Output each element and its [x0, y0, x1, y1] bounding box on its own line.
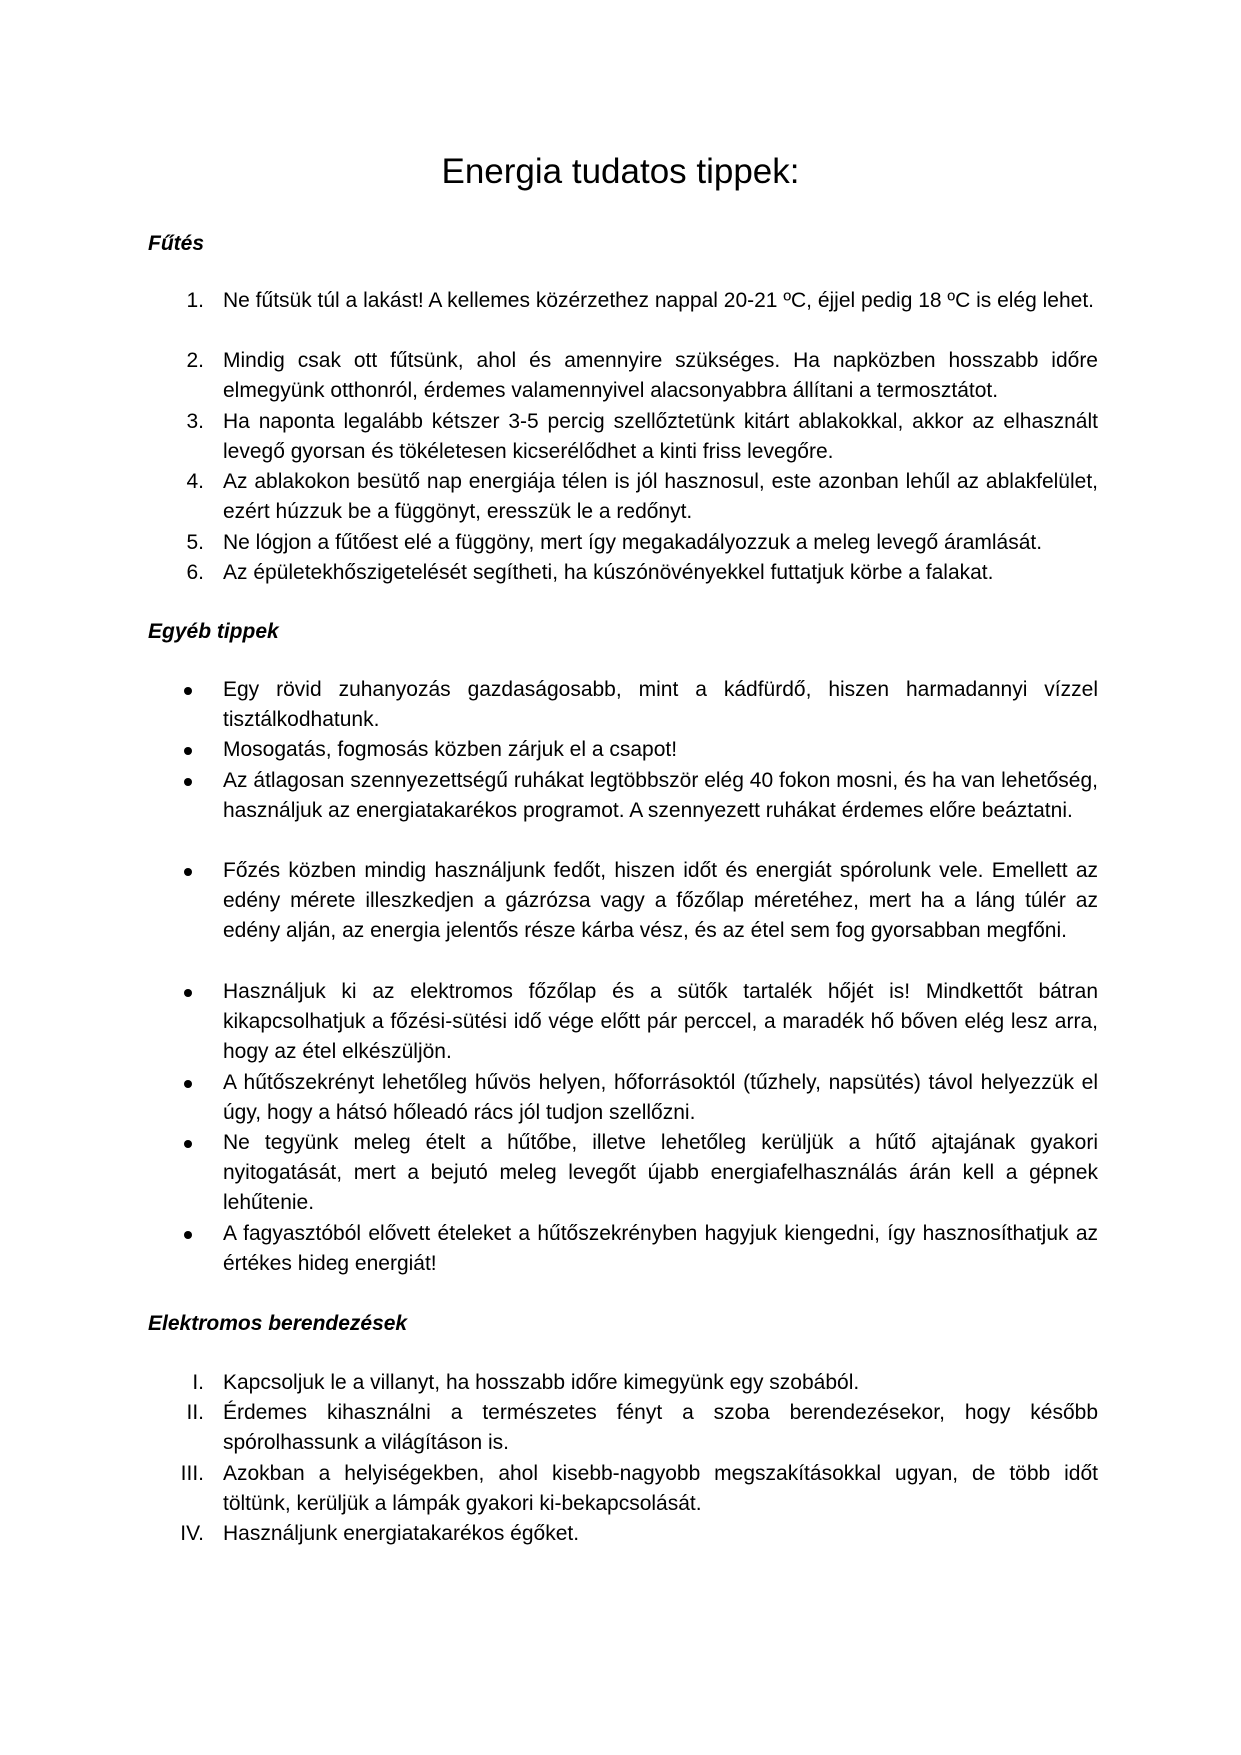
bullet-icon — [184, 687, 192, 695]
list-marker: 5. — [186, 531, 204, 554]
bullet-icon — [184, 778, 192, 786]
list-marker: IV. — [180, 1522, 204, 1545]
list-item-text: Ne fűtsük túl a lakást! A kellemes közérzethez nappal 20-21 ºC, éjjel pedig 18 ºC is elég lehet. — [223, 289, 1094, 312]
list-marker: 6. — [186, 561, 204, 584]
list-item-text: Azokban a helyiségekben, ahol kisebb-nagyobb megszakításokkal ugyan, de több időt töltünk, kerüljük a lámpák gyakori ki-bekapcsolását. — [223, 1462, 1098, 1515]
list-marker: 3. — [186, 410, 204, 433]
section-heading-other-tips: Egyéb tippek — [148, 620, 279, 643]
list-item-text: Az épületekhőszigetelését segítheti, ha kúszónövényekkel futtatjuk körbe a falakat. — [223, 561, 994, 584]
bullet-icon — [184, 1231, 192, 1239]
list-item-text: Az átlagosan szennyezettségű ruhákat legtöbbször elég 40 fokon mosni, és ha van lehetőség, használjuk az energiatakarékos programot. A szennyezett ruhákat érdemes előre beáztatni. — [223, 769, 1098, 822]
bullet-icon — [184, 868, 192, 876]
list-marker: 4. — [186, 470, 204, 493]
list-item-text: Ne lógjon a fűtőest elé a függöny, mert így megakadályozzuk a meleg levegő áramlását. — [223, 531, 1043, 554]
list-item-text: Ne tegyünk meleg ételt a hűtőbe, illetve lehetőleg kerüljük a hűtő ajtajának gyakori nyitogatását, mert a bejutó meleg levegőt újabb energiafelhasználás árán kell a gépnek lehűtenie. — [223, 1131, 1098, 1214]
list-marker: II. — [186, 1401, 204, 1424]
list-item-text: Használjuk ki az elektromos főzőlap és a sütők tartalék hőjét is! Mindkettőt bátran kikapcsolhatjuk a főzési-sütési idő vége előtt pár perccel, a maradék hő bőven elég lesz arra, hogy az étel elkészüljön. — [223, 980, 1098, 1063]
list-item-text: Egy rövid zuhanyozás gazdaságosabb, mint a kádfürdő, hiszen harmadannyi vízzel tisztálkodhatunk. — [223, 678, 1098, 731]
list-item-text: Az ablakokon besütő nap energiája télen is jól hasznosul, este azonban lehűl az ablakfelület, ezért húzzuk be a függönyt, eresszük le a redőnyt. — [223, 470, 1098, 523]
list-item-text: Mosogatás, fogmosás közben zárjuk el a csapot! — [223, 738, 678, 761]
bullet-icon — [184, 1140, 192, 1148]
list-item-text: Mindig csak ott fűtsünk, ahol és amennyire szükséges. Ha napközben hosszabb időre elmegyünk otthonról, érdemes valamennyivel alacsonyabbra állítani a termosztátot. — [223, 349, 1098, 402]
bullet-icon — [184, 747, 192, 755]
list-item-text: A hűtőszekrényt lehetőleg hűvös helyen, hőforrásoktól (tűzhely, napsütés) távol helyezzük el úgy, hogy a hátsó hőleadó rács jól tudjon szellőzni. — [223, 1071, 1098, 1124]
bullet-icon — [184, 989, 192, 997]
section-heading-heating: Fűtés — [148, 232, 205, 255]
list-marker: 2. — [186, 349, 204, 372]
list-item-text: Használjunk energiatakarékos égőket. — [223, 1522, 580, 1545]
list-item-text: Ha naponta legalább kétszer 3-5 percig szellőztetünk kitárt ablakokkal, akkor az elhasznált levegő gyorsan és tökéletesen kicserélődhet a kinti friss levegőre. — [223, 410, 1098, 463]
list-marker: I. — [192, 1371, 204, 1394]
list-marker: III. — [180, 1462, 204, 1485]
list-marker: 1. — [186, 289, 204, 312]
bullet-icon — [184, 1080, 192, 1088]
list-item-text: Kapcsoljuk le a villanyt, ha hosszabb időre kimegyünk egy szobából. — [223, 1371, 860, 1394]
list-item-text: Érdemes kihasználni a természetes fényt a szoba berendezésekor, hogy később spórolhassunk a világításon is. — [223, 1401, 1098, 1454]
page-title: Energia tudatos tippek: — [441, 152, 800, 191]
list-item-text: Főzés közben mindig használjunk fedőt, hiszen időt és energiát spórolunk vele. Emellett az edény mérete illeszkedjen a gázrózsa vagy a főzőlap méretéhez, mert ha a láng túlér az edény alján, az energia jelentős része kárba vész, és az étel sem fog gyorsabban megfőni. — [223, 859, 1098, 942]
section-heading-electrical: Elektromos berendezések — [148, 1312, 408, 1335]
list-item-text: A fagyasztóból elővett ételeket a hűtőszekrényben hagyjuk kiengedni, így hasznosíthatjuk az értékes hideg energiát! — [223, 1222, 1098, 1275]
